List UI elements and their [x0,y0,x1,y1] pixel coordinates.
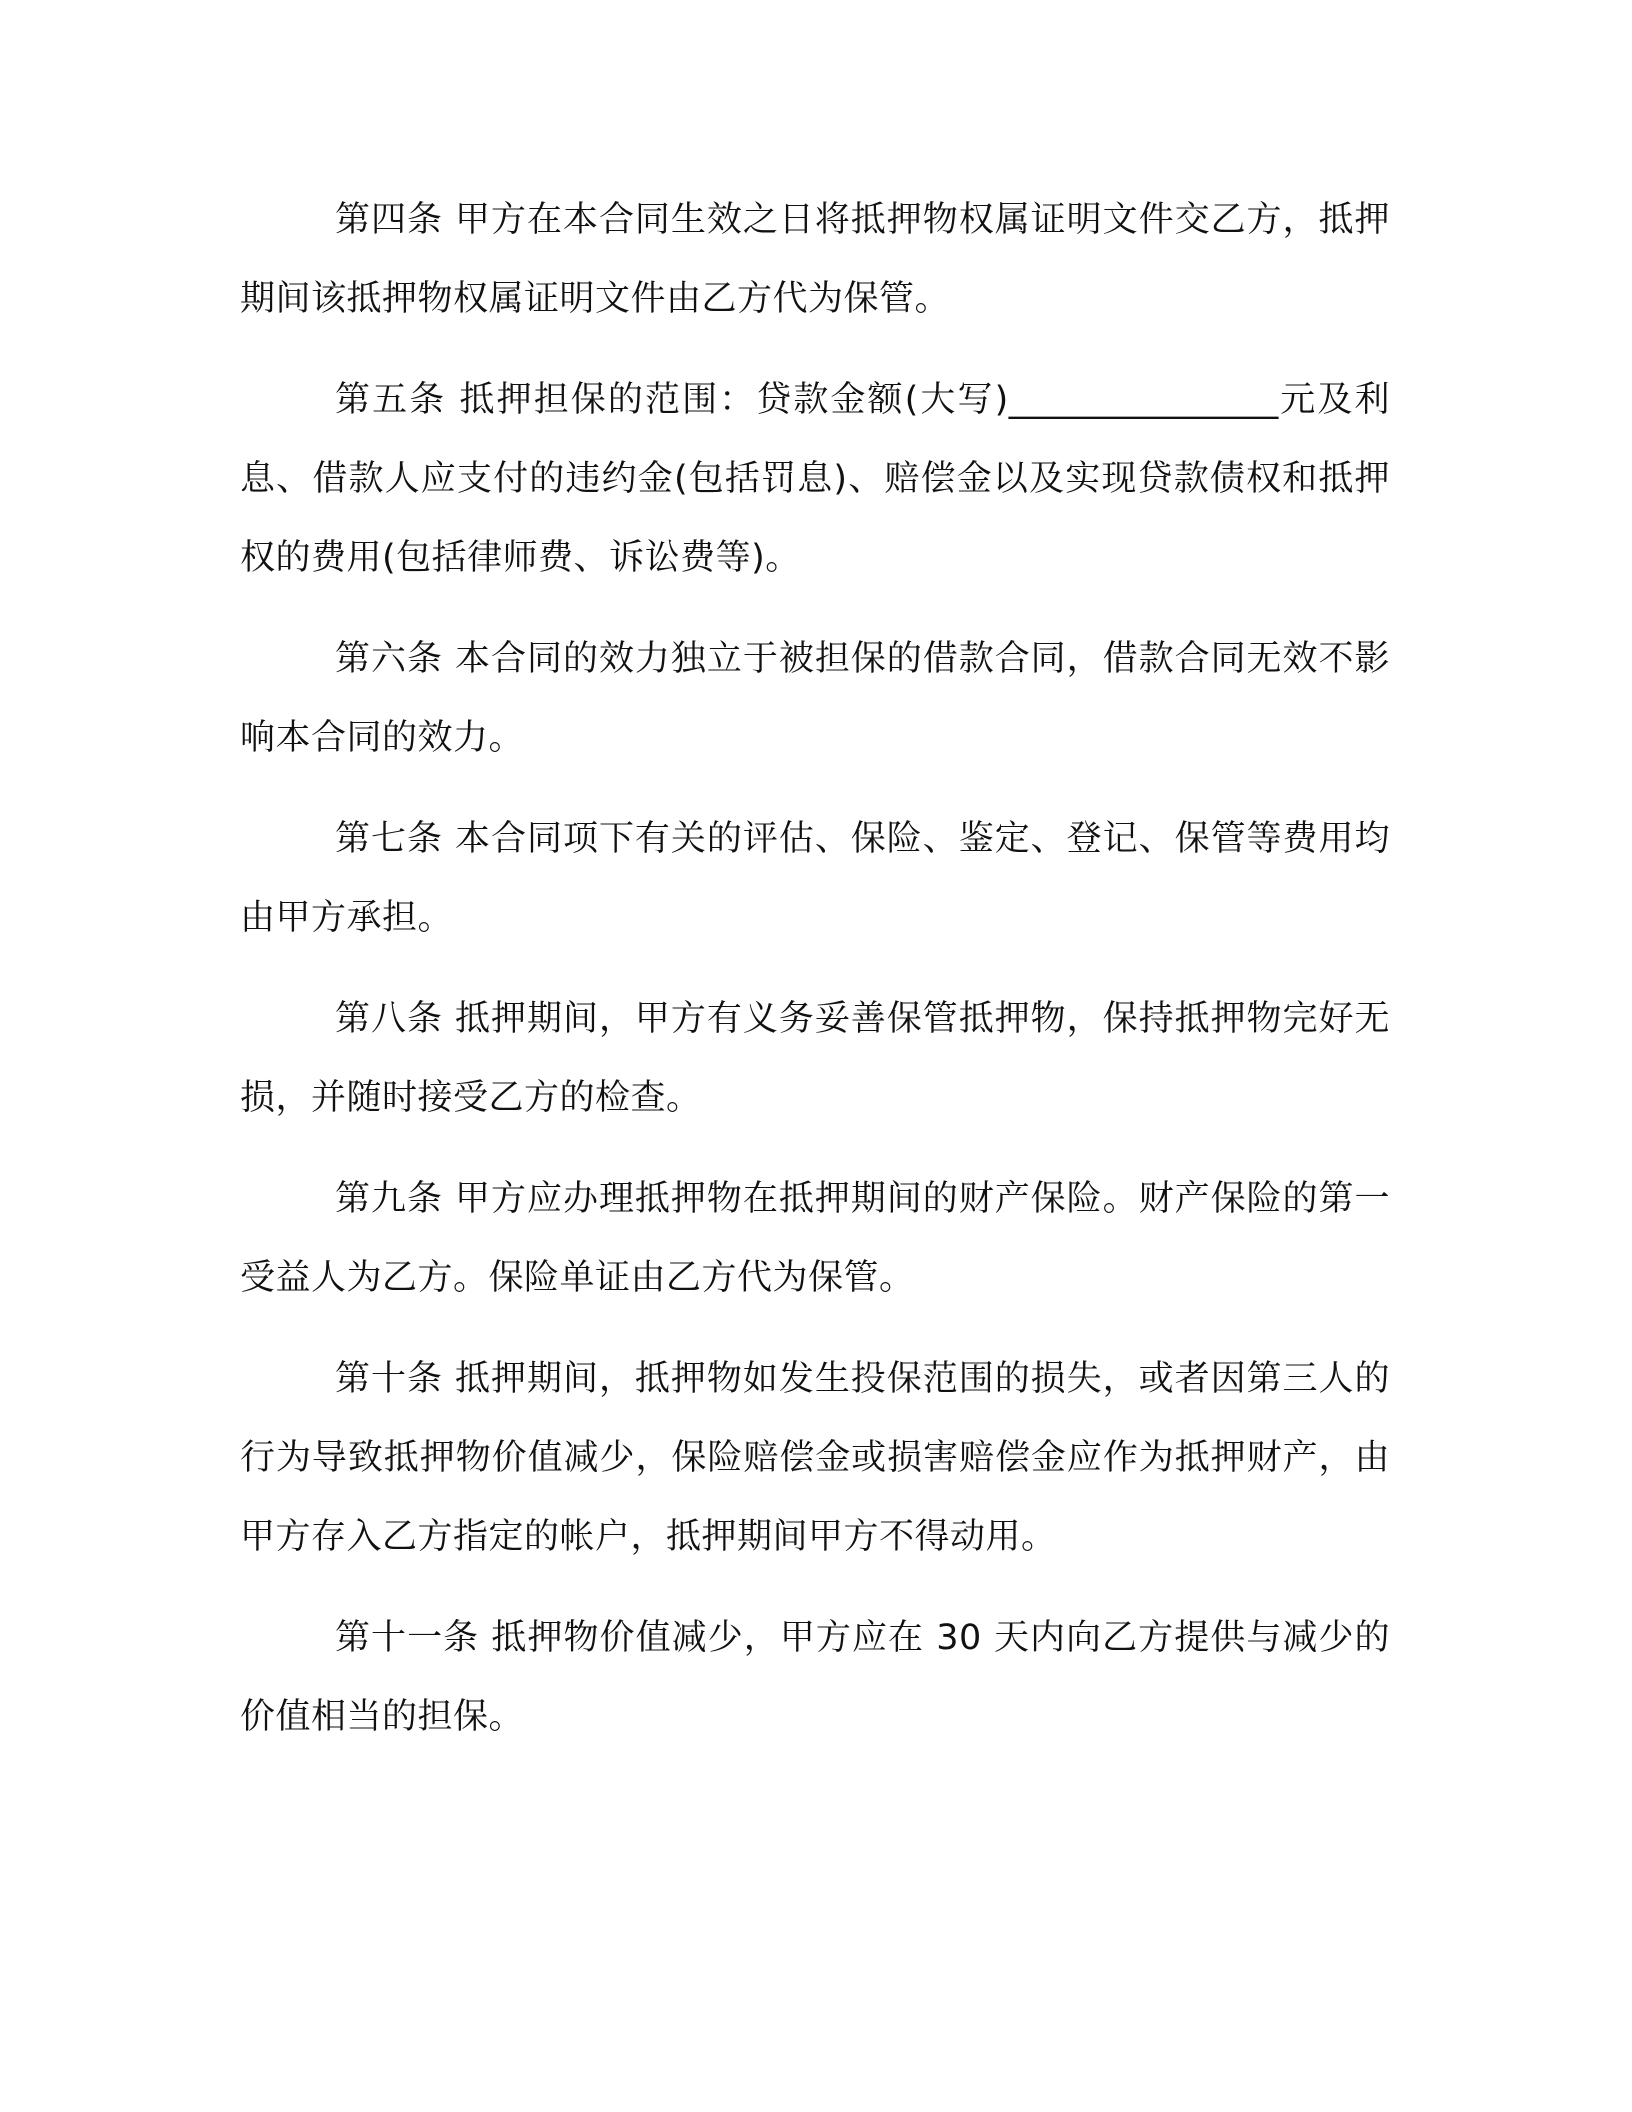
clause-11: 第十一条 抵押物价值减少，甲方应在 30 天内向乙方提供与减少的价值相当的担保。 [240,1618,1390,1737]
clause-9: 第九条 甲方应办理抵押物在抵押期间的财产保险。财产保险的第一受益人为乙方。保险单证由乙方代为保管。 [240,1179,1390,1298]
clause-8: 第八条 抵押期间，甲方有义务妥善保管抵押物，保持抵押物完好无损，并随时接受乙方的检查。 [240,999,1390,1118]
contract-body [240,181,1390,1757]
clause-6: 第六条 本合同的效力独立于被担保的借款合同，借款合同无效不影响本合同的效力。 [240,639,1390,758]
clause-4: 第四条 甲方在本合同生效之日将抵押物权属证明文件交乙方，抵押期间该抵押物权属证明文件由乙方代为保管。 [240,200,1390,319]
clause-5: 第五条 抵押担保的范围：贷款金额(大写)_______________元及利息、借款人应支付的违约金(包括罚息)、赔偿金以及实现贷款债权和抵押权的费用(包括律师费、诉讼费等)。 [240,380,1390,578]
clause-7: 第七条 本合同项下有关的评估、保险、鉴定、登记、保管等费用均由甲方承担。 [240,819,1390,938]
clause-10: 第十条 抵押期间，抵押物如发生投保范围的损失，或者因第三人的行为导致抵押物价值减少，保险赔偿金或损害赔偿金应作为抵押财产，由甲方存入乙方指定的帐户，抵押期间甲方不得动用。 [240,1359,1390,1557]
